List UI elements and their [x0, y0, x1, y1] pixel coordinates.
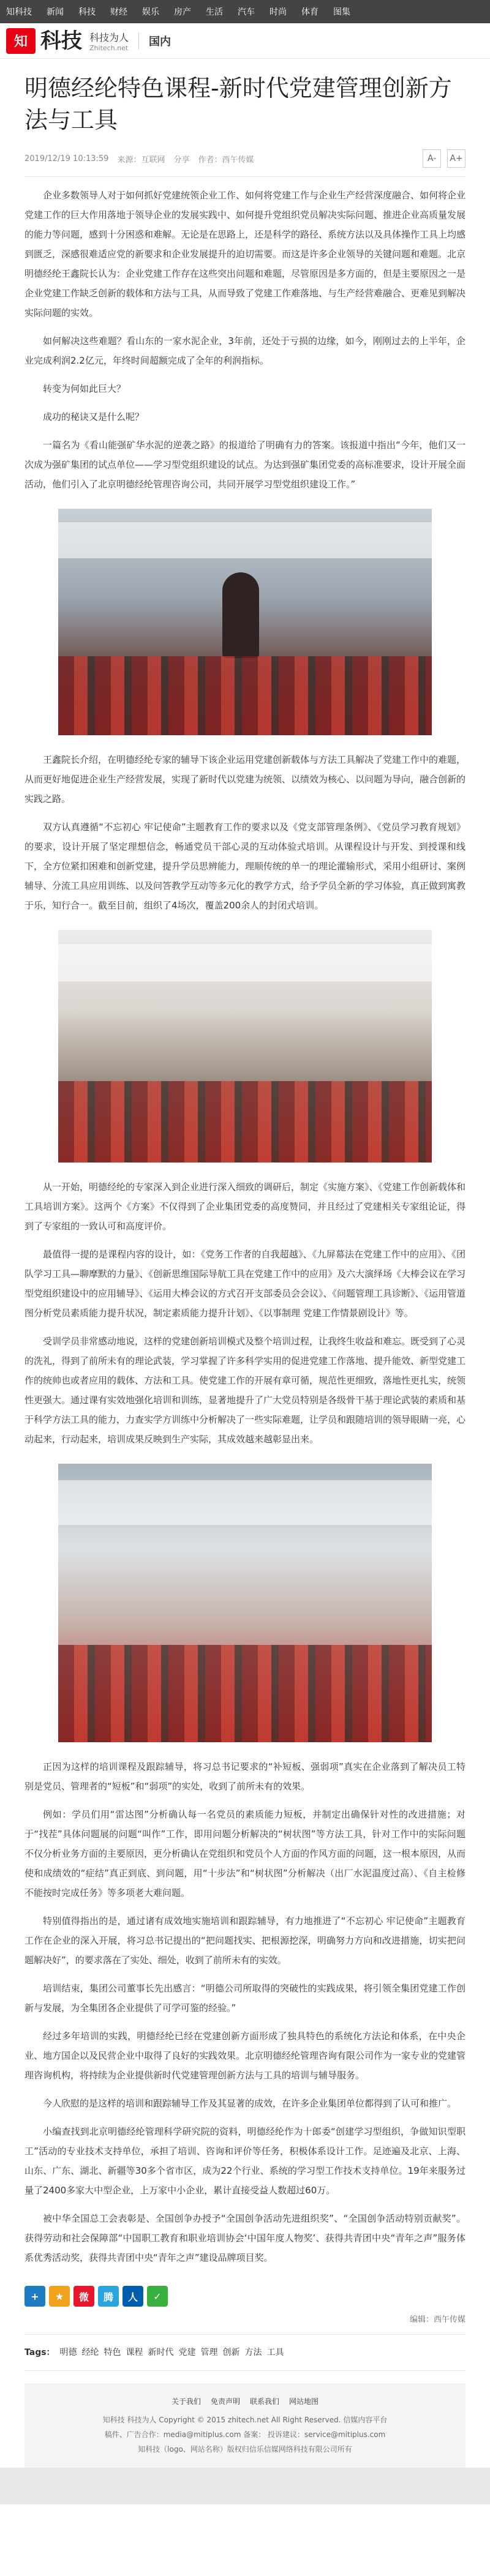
- logo-icon[interactable]: 知: [6, 28, 36, 54]
- footer-link[interactable]: 联系我们: [250, 2397, 280, 2406]
- nav-item-5[interactable]: 房产: [174, 7, 191, 17]
- nav-item-6[interactable]: 生活: [206, 7, 223, 17]
- article-paragraph: 最值得一提的是课程内容的设计，如：《党务工作者的自我超越》、《九屏幕法在党建工作中的应用》、《团队学习工具—聊摩默的力量》、《创新思维国际导航工具在党建工作中的应用》及六大演绎场《大棒会议在学习型党组织建设中的应用辅导》、《运用大棒会议的方式召开支部委员会会议》、《问题管理工具诊断》、《运用管道图分析党员素质能力提升状况，制定素质能力提升计划》、《以事制理 党建工作情景剧设计》等。: [24, 1249, 466, 1319]
- nav-item-3[interactable]: 财经: [110, 7, 127, 17]
- article-paragraph: 双方认真遵循“不忘初心 牢记使命”主题教育工作的要求以及《党支部管理条例》、《党员学习教育规划》的要求，设计开展了坚定理想信念，畅通党员干部心灵的互动体验式培训。从课程设计与开发、到授课和线下，全方位紧扣困难和创新党建，提升学员思辨能力，理顺传统的单一的理论灌输形式，采用小组研讨、案例辅导、分流工具应用训练、以及问答教学互动等多元化的教学方式，给予学员全新的学习体验，真正做到寓教于乐，知行合一。截至目前，组织了4场次，覆盖200余人的封闭式培训。: [24, 822, 466, 911]
- article-body-part2: [24, 750, 466, 915]
- article-paragraph: 企业多数领导人对于如何抓好党建统领企业工作、如何将党建工作与企业生产经营深度融合、如何将企业党建工作的巨大作用落地于领导企业的发展实践中、如何提升党组织党员解决实际问题、推进企业高质量发展的能力等问题，感到十分困惑和难解。无论是在思路上，还是科学的路径、系统方法以及具体操作工具上均感到匮乏，深感很难适应党的新要求和企业发展提升的迫切需要。而这是许多企业领导的关键问题和难题。北京明德经纶王鑫院长认为：企业党建工作存在这些突出问题和难题，尽管原因是多方面的，但是主要原因之一是企业党建工作缺乏创新的载体和方法与工具，从而导致了党建工作难落地、与生产经营难融合、更难见到解决实际问题的实效。: [24, 190, 466, 318]
- article-paragraph: 正因为这样的培训课程及跟踪辅导，将习总书记要求的“补短板、强弱项”真实在企业落到了解决员工特别是党员、管理者的“短板”和“弱项”的实处，收到了前所未有的效果。: [24, 1761, 466, 1792]
- nav-item-7[interactable]: 汽车: [238, 7, 255, 17]
- article-paragraph: 特别值得指出的是，通过诸有成效地实施培训和跟踪辅导，有力地推进了“不忘初心 牢记使命”主题教育工作在企业的深入开展，将习总书记提出的“把问题找实、把根源挖深，明确努力方向和改进措施，切实把问题解决好”，的要求落在了实处、细处，收到了前所未有的实效。: [24, 1915, 466, 1966]
- article-paragraph: 小编查找到北京明德经纶管理科学研究院的资料，明德经纶作为十郎委“创建学习型组织，争做知识型职工”活动的专业技术支持单位，承担了培训、咨询和评价等任务，积极体系设计工作。足迹遍及北京、上海、山东、广东、湖北、新疆等30多个省市区，成为22个行业、系统的学习型工作技术支持单位。19年来服务过量了2400多家大中型企业，上万家中小企业，累计直接受益人数超过60万。: [24, 2126, 466, 2196]
- top-nav: [0, 0, 490, 23]
- photo-audience: [58, 1645, 432, 1742]
- article-body-part3: [24, 1177, 466, 1449]
- share-bar: [24, 2286, 466, 2307]
- article-body-part1: [24, 185, 466, 494]
- logo-row: [0, 23, 490, 59]
- share-weibo-icon[interactable]: 微: [74, 2286, 94, 2307]
- tag-link[interactable]: 党建: [178, 2348, 196, 2357]
- article-source: 来源：互联网: [117, 155, 165, 165]
- article-photo-oath: [58, 1464, 432, 1742]
- share-tencent-icon[interactable]: 腾: [98, 2286, 119, 2307]
- article-paragraph: 王鑫院长介绍，在明德经纶专家的辅导下该企业运用党建创新载体与方法工具解决了党建工作中的难题，从而更好地促进企业生产经营发展，实现了新时代以党建为统领、以绩效为核心、以问题为导向，融合创新的实践之路。: [24, 754, 466, 804]
- article-paragraph: 如何解决这些难题？看山东的一家水泥企业，3年前，还处于亏损的边缘，如今，刚刚过去的上半年，企业完成利润2.2亿元，年终时间超额完成了全年的利润指标。: [24, 335, 466, 366]
- footer-link[interactable]: 免责声明: [210, 2397, 240, 2406]
- article-paragraph: 经过多年培训的实践，明德经纶已经在党建创新方面形成了独具特色的系统化方法论和体系，在中央企业、地方国企以及民营企业中取得了良好的实践效果。北京明德经纶管理咨询有限公司作为一家专业的党建管理咨询机构，将持续为企业提供新时代党建管理创新方法与工具的培训与辅导服务。: [24, 2031, 466, 2081]
- article-paragraph: 一篇名为《看山能强矿华水泥的逆袭之路》的报道给了明确有力的答案。该报道中指出“今年，他们又一次成为强矿集团的试点单位——学习型党组织建设的试点。为达到强矿集团党委的高标准要求，设计开展全面活动，他们引入了北京明德经纶管理咨询公司，共同开展学习型党组织建设工作。”: [24, 440, 466, 490]
- article-body-part4: [24, 1757, 466, 2267]
- font-increase-button[interactable]: A+: [447, 149, 466, 168]
- brand: [89, 30, 129, 52]
- photo-speaker-figure: [222, 572, 259, 658]
- footer-link[interactable]: 关于我们: [171, 2397, 201, 2406]
- font-size-tools: [423, 149, 466, 168]
- article-paragraph: 今人欣慰的是这样的培训和跟踪辅导工作及其显著的成效，在许多企业集团单位都得到了认可和推广。: [43, 2098, 457, 2109]
- photo-banner: [58, 522, 432, 558]
- tag-link[interactable]: 明德: [59, 2348, 77, 2357]
- tags-bar: [24, 2346, 466, 2371]
- nav-item-8[interactable]: 时尚: [270, 7, 287, 17]
- share-renren-icon[interactable]: 人: [123, 2286, 143, 2307]
- bottom-bar: [0, 2468, 490, 2504]
- nav-item-2[interactable]: 科技: [78, 7, 96, 17]
- article-paragraph: 从一开始，明德经纶的专家深入到企业进行深入细致的调研后，制定《实施方案》、《党建工作创新载体和工具培训方案》。这两个《方案》不仅得到了企业集团党委的高度赞同，并且经过了党建相关专家组论证，得到了专家组的一致认可和高度评价。: [24, 1181, 466, 1232]
- tag-link[interactable]: 经纶: [81, 2348, 99, 2357]
- footer-copyright: 知科技 科技为人 Copyright © 2015 zhitech.net All Right Reserved. 信媒内容平台: [102, 2416, 388, 2424]
- photo-audience: [58, 1081, 432, 1163]
- logo-text[interactable]: 科技: [40, 28, 82, 53]
- tag-link[interactable]: 创新: [222, 2348, 240, 2357]
- tag-link[interactable]: 工具: [266, 2348, 284, 2357]
- tag-link[interactable]: 新时代: [148, 2348, 174, 2357]
- article-paragraph: 转变为何如此巨大？: [43, 383, 126, 394]
- channel-label[interactable]: 国内: [149, 35, 172, 48]
- article-photo-speaker: [58, 509, 432, 735]
- photo-audience: [58, 656, 432, 736]
- tag-link[interactable]: 课程: [126, 2348, 143, 2357]
- nav-item-0[interactable]: 知科技: [6, 7, 32, 17]
- article-meta: [24, 149, 466, 177]
- nav-item-10[interactable]: 图集: [333, 7, 350, 17]
- article-paragraph: 被中华全国总工会表彰是、全国创争办授予“全国创争活动先进组织奖”、“全国创争活动特别贡献奖”。获得劳动和社会保障部“中国职工教育和职业培训协会‘中国年度人物奖’、获得共青团中央“青年之声”服务体系优秀活动奖，获得共青团中央“青年之声”建设品牌项目奖。: [24, 2213, 466, 2263]
- photo-banner: [58, 1480, 432, 1525]
- article-paragraph: 受训学员非常感动地说，这样的党建创新培训模式及整个培训过程，让我终生收益和难忘。既受到了心灵的洗礼，得到了前所未有的理论武装，学习掌握了许多科学实用的促进党建工作落地、提升能效、新型党建工作的统帅也或者应用的载体、方法和工具。使党建工作的开展有章可循，规范性更细致，落地性更扎实，统领性更强大。通过课有实效地强化培训和训练，显著地提升了广大党员特别是各级骨干基于理论武装的素质和基于科学方法工具的能力，力查实学方训练中分析解决了一些实际难题，让学员和跟随培训的领导眼睛一亮，心动起来，行动起来，培训成果反映到生产实际，其成效越来越彰显出来。: [24, 1336, 466, 1445]
- tag-link[interactable]: 方法: [244, 2348, 262, 2357]
- brand-slogan: 科技为人: [89, 31, 129, 43]
- article-paragraph: 例如：学员们用“雷达图”分析确认每一名党员的素质能力短板，并制定出确保针对性的改进措施；对于“找茬”具体问题展的问题“叫作”工作，即用问题分析解决的“树状图”等方法工具，针对工作中的实际问题不仅分析业务方面的主要原因，更分析确认在党组织和党员个人方面的作风方面的问题，这一根本原因，从而使和成绩效的“症结”真正到底、到问题，用“十步法”和“树状图”分析解决（出厂水泥温度过高）、《自主检修不能按时完成任务》等多项老大难问题。: [24, 1809, 466, 1898]
- article-paragraph: 培训结束，集团公司董事长先出感言：“明德公司所取得的突破性的实践成果，将引领全集团党建工作创新与发展，为全集团各企业提供了可学可鉴的经验。”: [24, 1983, 466, 2013]
- share-plus-icon[interactable]: +: [24, 2286, 45, 2307]
- article-author: 作者：西午传媒: [198, 155, 254, 165]
- share-qzone-icon[interactable]: ★: [49, 2286, 70, 2307]
- tag-link[interactable]: 特色: [104, 2348, 121, 2357]
- article-photo-classroom: [58, 930, 432, 1163]
- footer-disclaimer: 知科技（logo、网站名称）版权归信乐信媒网络科技有限公司所有: [138, 2445, 352, 2454]
- article-title: 明德经纶特色课程-新时代党建管理创新方法与工具: [24, 75, 452, 133]
- article-date: 2019/12/19 10:13:59: [24, 154, 109, 163]
- share-wechat-icon[interactable]: ✓: [147, 2286, 168, 2307]
- tag-link[interactable]: 管理: [200, 2348, 218, 2357]
- footer-links: [37, 2394, 453, 2409]
- tags-label: Tags：: [24, 2348, 55, 2357]
- editor-credit: 编辑：西午传媒: [24, 2313, 466, 2335]
- article-paragraph: 成功的秘诀又是什么呢？: [43, 411, 145, 422]
- photo-banner: [58, 944, 432, 981]
- share-link[interactable]: 分享: [173, 155, 190, 165]
- footer: [24, 2383, 466, 2468]
- font-decrease-button[interactable]: A-: [423, 149, 441, 168]
- nav-item-1[interactable]: 新闻: [47, 7, 64, 17]
- brand-url: Zhitech.net: [89, 43, 129, 52]
- nav-item-9[interactable]: 体育: [301, 7, 318, 17]
- divider: [138, 32, 139, 50]
- footer-link[interactable]: 网站地图: [289, 2397, 319, 2406]
- nav-item-4[interactable]: 娱乐: [142, 7, 159, 17]
- article: [0, 72, 490, 2468]
- footer-contact: 稿件、广告合作：media@mitiplus.com 备案： 投诉建议：service@mitiplus.com: [104, 2430, 386, 2439]
